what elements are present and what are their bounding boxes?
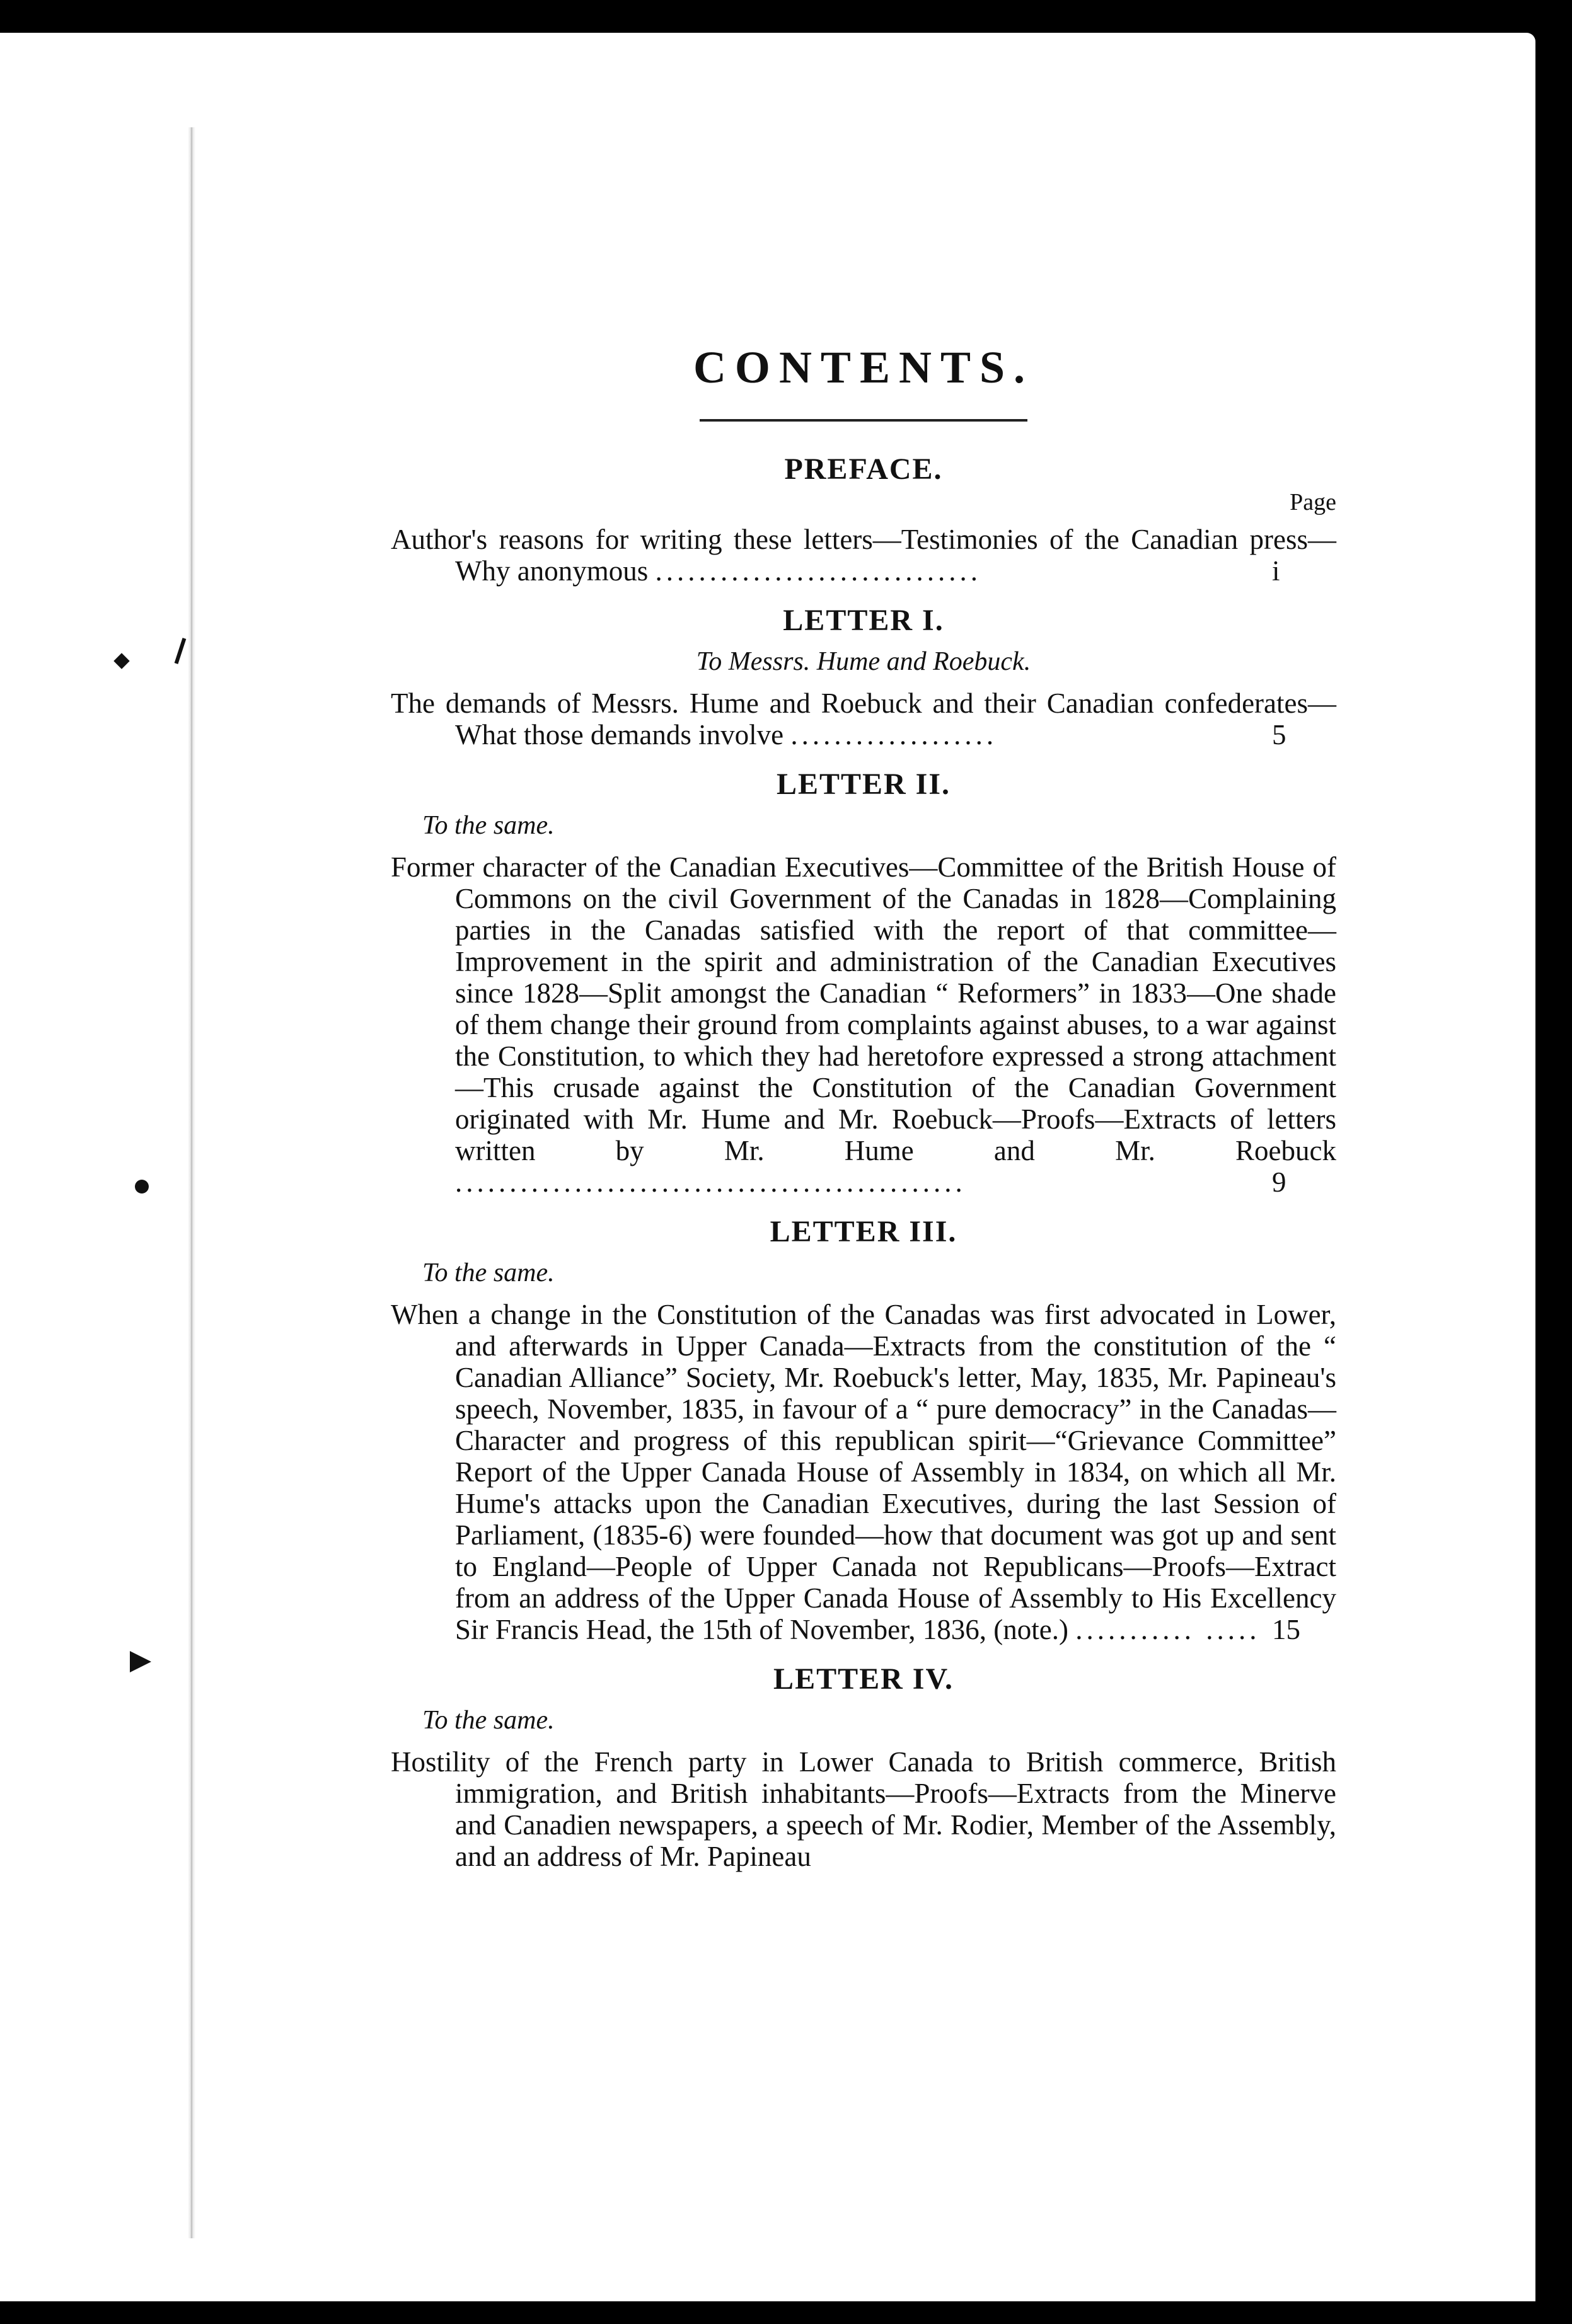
- toc-entry-preface: Author's reasons for writing these letters—Testimonies of the Canadian press—Why anonymous .............................. i: [391, 524, 1336, 587]
- leader-dots: ...............................................: [455, 1166, 966, 1198]
- page-column-label: Page: [1290, 489, 1336, 515]
- letter-4-heading: LETTER IV.: [773, 1662, 954, 1696]
- letter-4-subtitle: To the same.: [422, 1706, 555, 1735]
- contents-body: [391, 342, 1336, 1887]
- toc-entry-letter-1: The demands of Messrs. Hume and Roebuck and their Canadian confederates—What those demands involve ................... 5: [391, 687, 1336, 751]
- entry-text: Hostility of the French party in Lower Canada to British commerce, British immigration, and British inhabitants—Proofs—Extracts from the Minerve and Canadien newspapers, a speech of Mr. Rodier, Member of the Assembly, and an address of Mr. Papineau: [391, 1746, 1336, 1872]
- entry-text: When a change in the Constitution of the Canadas was first advocated in Lower, and afterwards in Upper Canada—Extracts from the constitution of the “ Canadian Alliance” Society, Mr. Roebuck's letter, May, 1835, Mr. Papineau's speech, November, 1835, in favour of a “ pure democracy” in the Canadas—Character and progress of this republican spirit—“Grievance Committee” Report of the Upper Canada House of Assembly in 1834, on which all Mr. Hume's attacks upon the Canadian Executives, during the last Session of Parliament, (1835-6) were founded—how that document was got up and sent to England—People of Upper Canada not Republicans—Proofs—Extract from an address of the Upper Canada House of Assembly to His Excellency Sir Francis Head, the 15th of November, 1836, (note.): [391, 1299, 1336, 1645]
- entry-text: Former character of the Canadian Executives—Committee of the British House of Commons on the civil Government of the Canadas in 1828—Complaining parties in the Canadas satisfied with the report of that committee—Improvement in the spirit and administration of the Canadian Executives since 1828—Split amongst the Canadian “ Reformers” in 1833—One shade of them change their ground from complaints against abuses, to a war against the Constitution, to which they had heretofore expressed a strong attachment—This crusade against the Constitution of the Canadian Government originated with Mr. Hume and Mr. Roebuck—Proofs—Extracts of letters written by Mr. Hume and Mr. Roebuck: [391, 851, 1336, 1166]
- preface-heading: PREFACE.: [784, 452, 943, 486]
- letter-3-subtitle: To the same.: [422, 1258, 555, 1287]
- margin-mark-dot: [113, 653, 129, 669]
- entry-text: Author's reasons for writing these letters—Testimonies of the Canadian press—Why anonymous: [391, 524, 1336, 587]
- letter-2-heading: LETTER II.: [776, 768, 951, 801]
- title-rule: [700, 419, 1027, 422]
- leader-dots: ...................: [790, 719, 998, 751]
- margin-mark-arrow: [130, 1651, 151, 1672]
- letter-1-heading: LETTER I.: [783, 604, 944, 637]
- entry-text: The demands of Messrs. Hume and Roebuck and their Canadian confederates—What those demands involve: [391, 687, 1336, 751]
- letter-3-heading: LETTER III.: [770, 1215, 957, 1248]
- margin-mark-tick: [175, 638, 187, 664]
- page-title: CONTENTS.: [693, 342, 1034, 393]
- toc-entry-letter-2: Former character of the Canadian Executives—Committee of the British House of Commons on the civil Government of the Canadas in 1828—Complaining parties in the Canadas satisfied with the report of that committee—Improvement in the spirit and administration of the Canadian Executives since 1828—Split amongst the Canadian “ Reformers” in 1833—One shade of them change their ground from complaints against abuses, to a war against the Constitution, to which they had heretofore expressed a strong attachment—This crusade against the Constitution of the Canadian Government originated with Mr. Hume and Mr. Roebuck—Proofs—Extracts of letters written by Mr. Hume and Mr. Roebuck ............................................... 9: [391, 851, 1336, 1198]
- letter-2-subtitle: To the same.: [422, 811, 555, 840]
- leader-dots: ........... .....: [1075, 1614, 1261, 1645]
- page-gutter-shadow: [188, 127, 195, 2238]
- toc-entry-letter-4: [391, 1746, 1336, 1872]
- book-page: [0, 33, 1535, 2301]
- letter-1-subtitle: To Messrs. Hume and Roebuck.: [696, 647, 1031, 676]
- margin-mark-dot: [135, 1180, 149, 1194]
- toc-entry-letter-3: When a change in the Constitution of the Canadas was first advocated in Lower, and afterwards in Upper Canada—Extracts from the constitution of the “ Canadian Alliance” Society, Mr. Roebuck's letter, May, 1835, Mr. Papineau's speech, November, 1835, in favour of a “ pure democracy” in the Canadas—Character and progress of this republican spirit—“Grievance Committee” Report of the Upper Canada House of Assembly in 1834, on which all Mr. Hume's attacks upon the Canadian Executives, during the last Session of Parliament, (1835-6) were founded—how that document was got up and sent to England—People of Upper Canada not Republicans—Proofs—Extract from an address of the Upper Canada House of Assembly to His Excellency Sir Francis Head, the 15th of November, 1836, (note.) ........... ..... 15: [391, 1299, 1336, 1645]
- leader-dots: ..............................: [655, 555, 981, 587]
